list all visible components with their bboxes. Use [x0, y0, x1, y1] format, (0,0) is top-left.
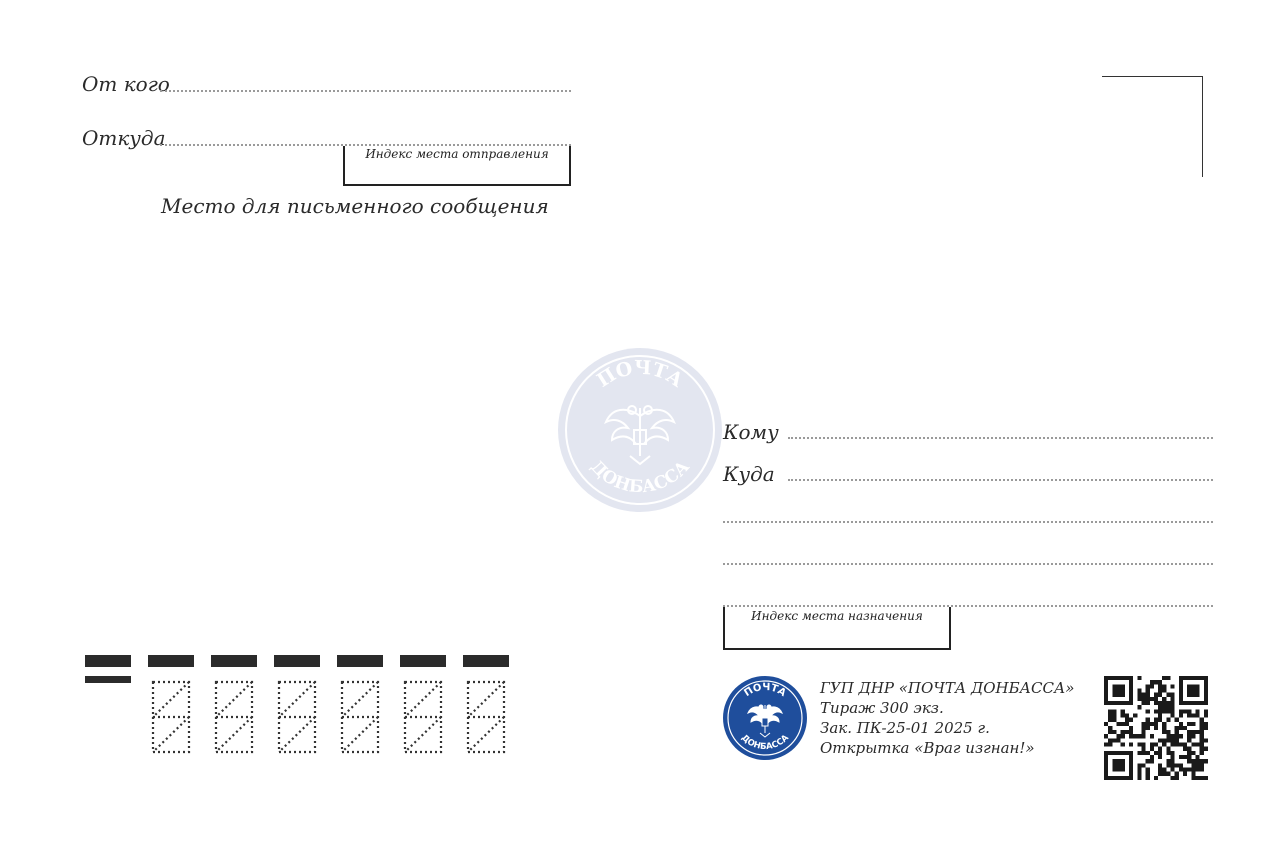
to-where-label: Куда — [723, 462, 775, 486]
to-where-line[interactable] — [788, 479, 1213, 481]
print-run: Тираж 300 экз. — [820, 699, 944, 717]
from-label: От кого — [82, 72, 170, 96]
watermark-bottom-text: ДОНБАССА — [586, 456, 694, 498]
postal-code-digit-cell[interactable] — [277, 680, 317, 754]
postal-code-bar — [337, 655, 383, 667]
recipient-index-box[interactable] — [723, 607, 951, 650]
watermark-seal-icon — [556, 346, 724, 514]
postal-code-marker-bottom — [85, 676, 131, 683]
postal-code-bar — [463, 655, 509, 667]
postal-code-bar — [274, 655, 320, 667]
logo-top-text: ПОЧТА — [742, 681, 788, 700]
postal-code-bar — [211, 655, 257, 667]
publisher-info — [820, 678, 1075, 758]
sender-index-box[interactable] — [343, 146, 571, 186]
address-line-4[interactable] — [723, 563, 1213, 565]
to-label: Кому — [723, 420, 779, 444]
qr-code-icon[interactable] — [1104, 676, 1208, 780]
sender-index-label: Индекс места отправления — [365, 147, 549, 161]
postal-code-digit-cell[interactable] — [151, 680, 191, 754]
stamp-area — [1102, 76, 1203, 177]
postal-code-digit-cell[interactable] — [340, 680, 380, 754]
to-line[interactable] — [788, 437, 1213, 439]
logo-bottom-text: ДОНБАССА — [739, 732, 791, 753]
message-area-label: Место для письменного сообщения — [161, 194, 549, 218]
from-line[interactable] — [160, 90, 571, 92]
address-line-3[interactable] — [723, 521, 1213, 523]
from-where-label: Откуда — [82, 126, 166, 150]
publisher-name: ГУП ДНР «ПОЧТА ДОНБАССА» — [820, 679, 1075, 697]
postcard-title: Открытка «Враг изгнан!» — [820, 739, 1035, 757]
postal-code-digit-cell[interactable] — [466, 680, 506, 754]
postal-code-bar — [400, 655, 446, 667]
postal-code-marker-top — [85, 655, 131, 667]
postal-code-digit-cell[interactable] — [403, 680, 443, 754]
postal-logo-icon — [722, 675, 808, 761]
recipient-index-label: Индекс места назначения — [751, 609, 923, 623]
order-number: Зак. ПК-25-01 2025 г. — [820, 719, 990, 737]
watermark-top-text: ПОЧТА — [593, 356, 688, 392]
postal-code-digit-cell[interactable] — [214, 680, 254, 754]
postal-code-bar — [148, 655, 194, 667]
